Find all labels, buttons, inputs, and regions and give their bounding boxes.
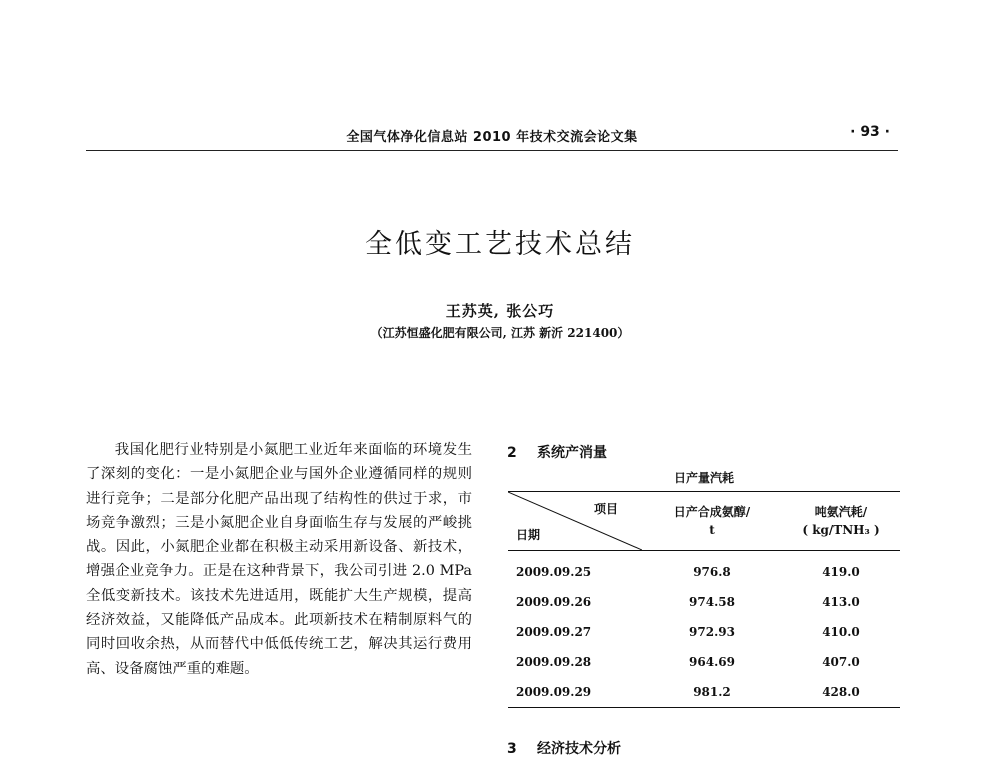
row-date: 2009.09.29 [516,685,592,699]
row-steam: 410.0 [822,625,860,639]
table-row [508,647,900,677]
table-title: 日产量汽耗 [673,471,734,485]
header-steam-line1: 吨氨汽耗/ [814,505,868,519]
author-affiliation: （江苏恒盛化肥有限公司, 江苏 新沂 221400） [370,326,630,340]
row-date: 2009.09.28 [516,655,592,669]
table-header-row [508,492,900,551]
section-2-number: 2 [507,445,517,461]
section-2-heading [507,442,607,462]
row-output: 981.2 [693,685,731,699]
row-steam: 428.0 [822,685,860,699]
row-date: 2009.09.25 [516,565,592,579]
row-output: 974.58 [689,595,735,609]
article-title: 全低变工艺技术总结 [365,229,635,260]
intro-paragraph: 我国化肥行业特别是小氮肥工业近年来面临的环境发生了深刻的变化：一是小氮肥企业与国外企业遵循同样的规则进行竞争；二是部分化肥产品出现了结构性的供过于求，市场竞争激烈；三是小氮肥企业自身面临生存与发展的严峻挑战。因此，小氮肥企业都在积极主动采用新设备、新技术，增强企业竞争力。正是在这种背景下，我公司引进 2.0 MPa 全低变新技术。该技术先进适用，既能扩大生产规模，提高经济效益，又能降低产品成本。此项新技术在精制原料气的同时回收余热，从而替代中低低传统工艺，解决其运行费用高、设备腐蚀严重的难题。 [86,442,472,677]
row-steam: 419.0 [822,565,860,579]
header-steam-line2: ( kg/TNH₃ ) [802,523,880,537]
header-daily-output-line1: 日产合成氨醇/ [673,505,751,519]
page-number: · 93 · [850,124,890,140]
row-steam: 407.0 [822,655,860,669]
section-3-number: 3 [507,741,517,757]
header-item-label: 项目 [593,502,618,516]
header-steam-consumption [782,492,900,551]
journal-title: 全国气体净化信息站 2010 年技术交流会论文集 [346,130,638,145]
header-daily-output [642,492,782,551]
table-row [508,677,900,708]
section-2-title: 系统产消量 [537,445,607,461]
table-row [508,617,900,647]
section-3-title: 经济技术分析 [537,741,621,757]
row-date: 2009.09.26 [516,595,592,609]
table-row [508,551,900,588]
row-output: 972.93 [689,625,735,639]
row-output: 964.69 [689,655,735,669]
header-date-label: 日期 [516,528,541,542]
section-3-heading [507,738,621,758]
row-date: 2009.09.27 [516,625,592,639]
running-header [86,122,898,151]
row-output: 976.8 [693,565,731,579]
header-daily-output-line2: t [709,523,715,537]
diagonal-header-cell [508,492,642,551]
article-authors: 王苏英, 张公巧 [445,302,555,320]
steam-consumption-table [508,491,900,708]
table-row [508,587,900,617]
row-steam: 413.0 [822,595,860,609]
